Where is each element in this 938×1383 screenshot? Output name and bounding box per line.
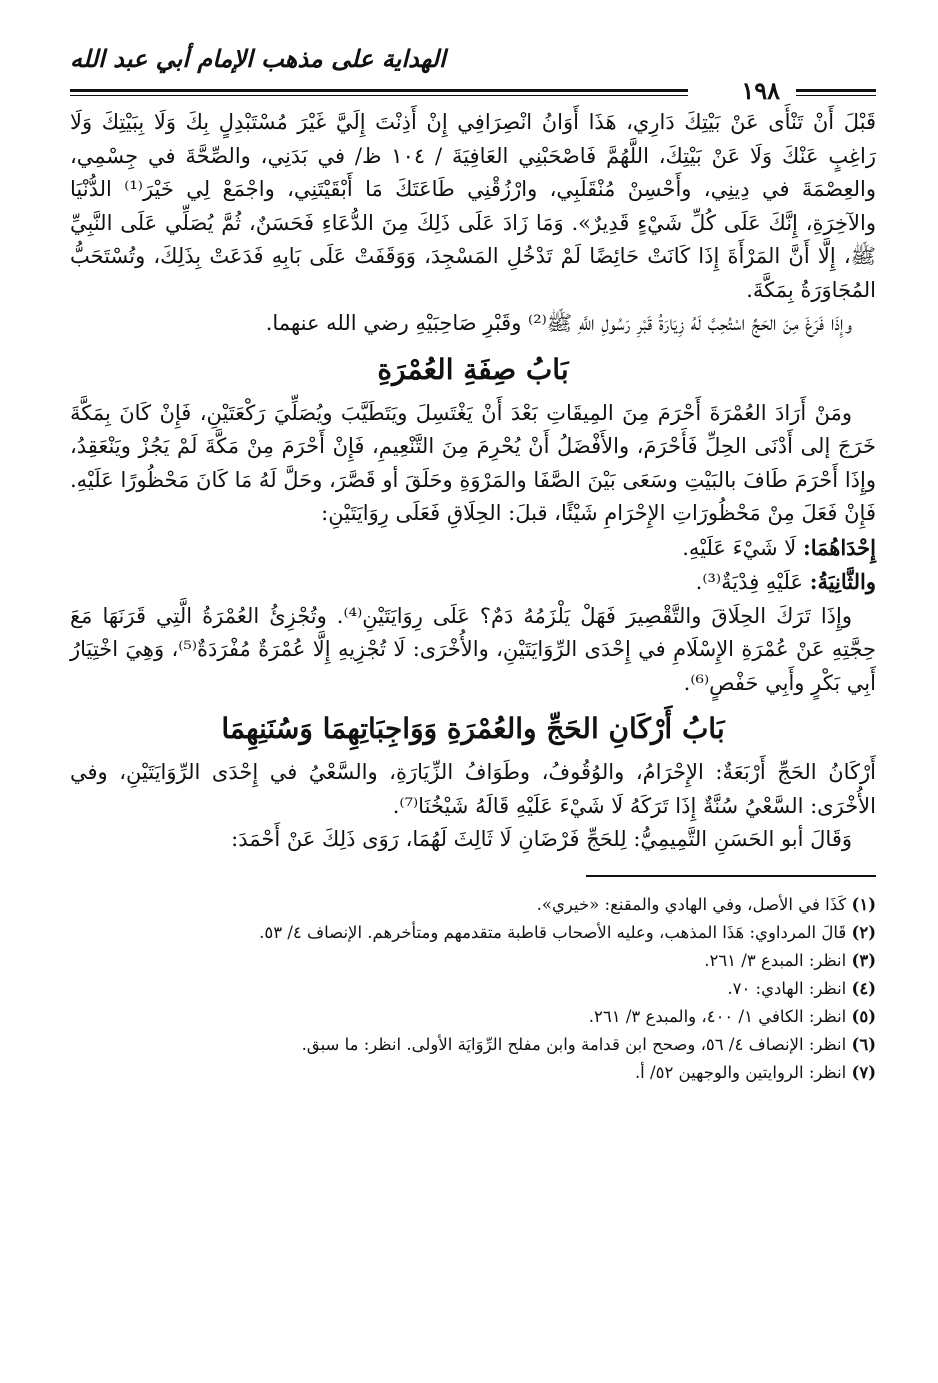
header-rule-right (796, 89, 876, 92)
footnote-number: (٤) (851, 978, 876, 998)
body-paragraph: وَقَالَ أبو الحَسَنِ التَّمِيمِيُّ: لِلحَجِّ فَرْضَانِ لَا ثَالِثَ لَهُمَا، رَوَى ذَلِكَ عَنْ أَحْمَدَ: (231, 827, 852, 851)
footnote-number: (٣) (851, 950, 876, 970)
footnote-text: انظر: الروايتين والوجهين ٥٢/ أ. (634, 1062, 847, 1082)
section-heading: بَابُ صِفَةِ العُمْرَةِ (377, 352, 569, 386)
footnote-number: (٦) (851, 1034, 876, 1054)
footnote-number: (٧) (851, 1062, 876, 1082)
footnote-text: قَالَ المرداوي: هَذَا المذهب، وعليه الأصحاب قاطبة متقدمهم ومتأخرهم. الإنصاف ٤/ ٥٣. (259, 922, 847, 942)
footnote (70, 891, 876, 919)
footnote (70, 1003, 876, 1031)
footnote-separator (586, 875, 876, 877)
list-item-lead: والثَّانِيَةُ: (809, 569, 876, 594)
list-item (70, 565, 876, 600)
footnote (70, 1059, 876, 1087)
footnote-number: (٢) (851, 922, 876, 942)
body-paragraph: وإِذَا فَرَغَ مِنَ الحَجِّ اسْتُحِبَّ لَهُ زِيَارَةُ قَبْرِ رَسُولِ اللَّهِ ﷺ⁽²⁾ وقَبْرِ صَاحِبَيْهِ رضي الله عنهما. (265, 311, 852, 335)
footnote (70, 919, 876, 947)
list-item-text: عَلَيْهِ فِدْيَةٌ⁽³⁾. (695, 570, 803, 594)
footnote-text: انظر: المبدع ٣/ ٢٦١. (704, 950, 847, 970)
header-rule-right-thin (796, 95, 876, 96)
list-item (70, 531, 876, 566)
body-paragraph: ومَنْ أَرَادَ العُمْرَةَ أَحْرَمَ مِنَ المِيقَاتِ بَعْدَ أَنْ يَغْتَسِلَ ويَتَطَيَّبَ ويُصَلِّيَ رَكْعَتَيْنِ، فَإِنْ كَانَ بِمَكَّةَ خَرَجَ إلى أَدْنَى الحِلِّ فَأَحْرَمَ، والأَفْضَلُ أَنْ يُحْرِمَ مِنَ التَّنْعِيمِ، فَإِنْ أَحْرَمَ مِنْ مَكَّةَ لَمْ يَجُزْ ويَنْعَقِدُ، وإِذَا أَحْرَمَ طَافَ بالبَيْتِ وسَعَى بَيْنَ الصَّفَا والمَرْوَةِ وحَلَقَ أو قَصَّرَ، وحَلَّ لَهُ مَا كَانَ مَحْظُورًا عَلَيْهِ. فَإِنْ فَعَلَ مِنْ مَحْظُورَاتِ الإِحْرَامِ شَيْئًا، قبلَ: الحِلَاقِ فَعَلَى رِوَايَتَيْنِ: (70, 400, 876, 525)
footnote (70, 1031, 876, 1059)
footnote (70, 947, 876, 975)
body-paragraph: وإِذَا تَرَكَ الحِلَاقَ والتَّقْصِيرَ فَهَلْ يَلْزَمُهُ دَمٌ؟ عَلَى رِوَايَتَيْنِ⁽⁴⁾. وتُجْزِئُ العُمْرَةُ الَّتِي قَرَنَهَا مَعَ حِجَّتِهِ عَنْ عُمْرَةِ الإِسْلَامِ في إِحْدَى الرِّوَايَتَيْنِ، والأُخْرَى: لَا تُجْزِيهِ إِلَّا عُمْرَةٌ مُفْرَدَةٌ⁽⁵⁾، وَهِيَ اخْتِيَارُ أَبِي بَكْرٍ وأَبِي حَفْصٍ⁽⁶⁾. (70, 603, 876, 695)
body-paragraph: قَبْلَ أَنْ تَنْأَى عَنْ بَيْتِكَ دَارِي، هَذَا أَوَانُ انْصِرَافِي إِنْ أَذِنْتَ إِلَيَّ غَيْرَ مُسْتَبْدِلٍ بِكَ وَلَا بِبَيْتِكَ وَلَا رَاغِبٍ عَنْكَ وَلَا عَنْ بَيْتِكَ، اللَّهُمَّ فَاصْحَبْنِي العَافِيَةَ / ١٠٤ ظ/ في بَدَنِي، والصِّحَّةَ في جِسْمِي، والعِصْمَةَ في دِينِي، وأَحْسِنْ مُنْقَلَبِي، وارْزُقْنِي طَاعَتَكَ مَا أَبْقَيْتَنِي، واجْمَعْ لِي خَيْرَ⁽¹⁾ الدُّنْيَا والآخِرَةِ، إِنَّكَ عَلَى كُلِّ شَيْءٍ قَدِيرٌ». وَمَا زَادَ عَلَى ذَلِكَ مِنَ الدُّعَاءِ فَحَسَنٌ، ثُمَّ يُصَلِّي عَلَى النَّبِيِّ ﷺ، إِلَّا أَنَّ المَرْأَةَ إِذَا كَانَتْ حَائِضًا لَمْ تَدْخُلِ المَسْجِدَ، وَوَقَفَتْ عَلَى بَابِهِ فَدَعَتْ بِذَلِكَ، وتُسْتَحَبُّ المُجَاوَرَةُ بِمَكَّةَ. (70, 110, 876, 302)
footnote-text: انظر: الهادي: ٧٠. (727, 978, 847, 998)
list-item-lead: إِحْدَاهُمَا: (802, 534, 876, 560)
footnote-text: كَذَا في الأصل، وفي الهادي والمقنع: «خيري». (536, 894, 847, 914)
book-page (70, 40, 876, 1087)
body-paragraph: أَرْكَانُ الحَجِّ أَرْبَعَةٌ: الإِحْرَامُ، والوُقُوفُ، وطَوَافُ الزِّيَارَةِ، والسَّعْيُ في إِحْدَى الرِّوَايَتَيْنِ، وفي الأُخْرَى: السَّعْيُ سُنَّةٌ إِذَا تَرَكَهُ لَا شَيْءَ عَلَيْهِ قَالَهُ شَيْخُنَا⁽⁷⁾. (70, 760, 876, 818)
header-rule (70, 76, 876, 106)
page-number: ١٩٨ (741, 76, 780, 105)
footnote-number: (١) (851, 894, 876, 914)
footnote-text: انظر: الكافي ١/ ٤٠٠، والمبدع ٣/ ٢٦١. (588, 1006, 847, 1026)
header-rule-left-thin (70, 95, 688, 96)
footnote (70, 975, 876, 1003)
list-item-text: لَا شَيْءَ عَلَيْهِ. (682, 535, 797, 560)
footnote-text: انظر: الإنصاف ٤/ ٥٦، وصحح ابن قدامة وابن مفلح الرِّوَايَة الأولى. انظر: ما سبق. (301, 1034, 847, 1054)
footnote-number: (٥) (851, 1006, 876, 1026)
running-title: الهداية على مذهب الإمام أبي عبد الله (70, 44, 446, 73)
section-heading: بَابُ أَرْكَانِ الحَجِّ والعُمْرَةِ وَوَاجِبَاتِهِمَا وَسُنَنِهِمَا (221, 712, 725, 745)
header-rule-left (70, 89, 688, 92)
